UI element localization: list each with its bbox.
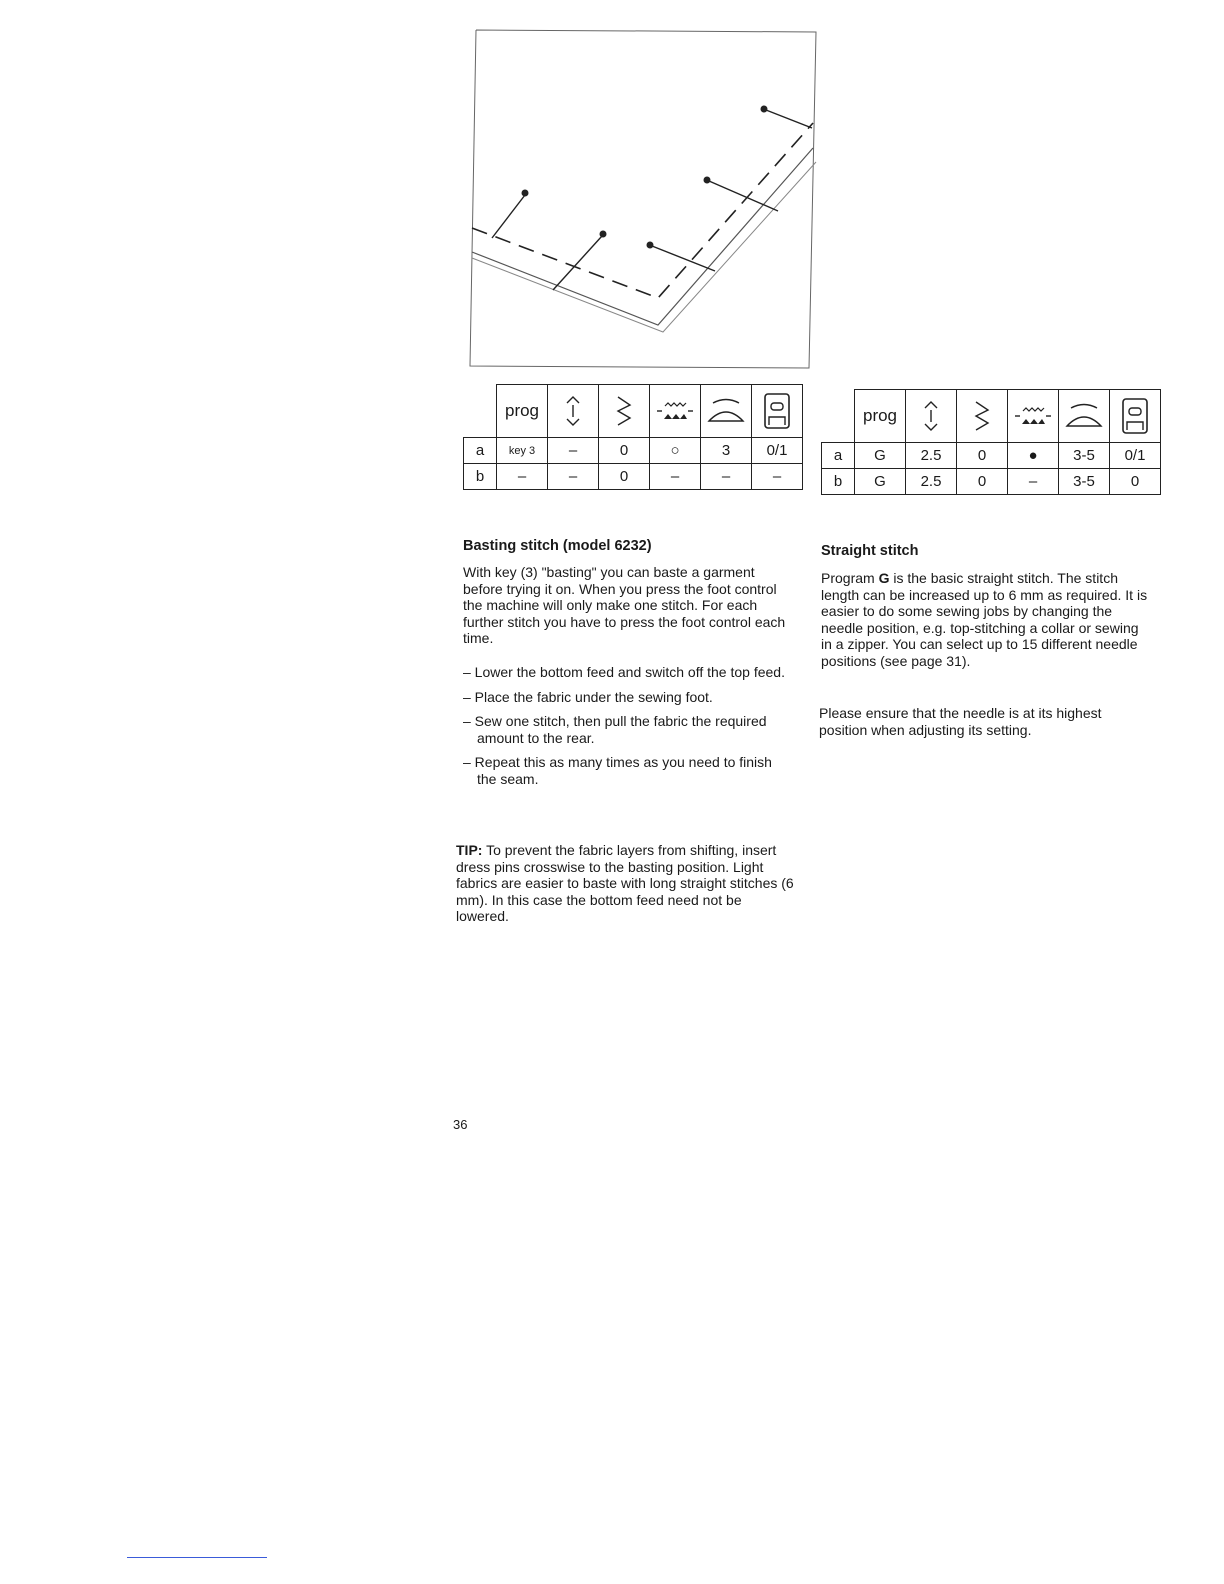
tension-cell: 3 — [701, 438, 752, 464]
prog-cell: G — [855, 469, 906, 495]
list-item: – Repeat this as many times as you need to finish the seam. — [463, 754, 772, 787]
width-cell: 0 — [957, 443, 1008, 469]
dress-pin-icon — [761, 106, 813, 129]
straight-note: Please ensure that the needle is at its highest position when adjusting its setting. — [819, 705, 1102, 738]
prog-cell: key 3 — [497, 438, 548, 464]
stitch-length-icon — [548, 385, 599, 438]
dress-pin-icon — [553, 231, 607, 291]
presser-foot-icon — [1110, 390, 1161, 443]
length-cell: – — [548, 438, 599, 464]
dress-pin-icon — [647, 242, 716, 272]
prog-cell: G — [855, 443, 906, 469]
feed-cell: – — [1008, 469, 1059, 495]
row-label: a — [822, 443, 855, 469]
page-number: 36 — [453, 1117, 468, 1132]
tension-icon — [1059, 390, 1110, 443]
foot-cell: – — [752, 464, 803, 490]
tension-cell: 3-5 — [1059, 469, 1110, 495]
length-cell: 2.5 — [906, 443, 957, 469]
length-cell: – — [548, 464, 599, 490]
stitch-width-icon — [957, 390, 1008, 443]
tip-paragraph — [456, 842, 796, 925]
straight-settings-table — [821, 389, 1161, 495]
width-cell: 0 — [599, 464, 650, 490]
feed-dog-icon — [650, 385, 701, 438]
list-item: – Sew one stitch, then pull the fabric the required amount to the rear. — [463, 713, 767, 746]
basting-intro: With key (3) "basting" you can baste a garment before trying it on. When you press the foot control the machine will only make one stitch. For each further stitch you have to press the foot control each time. — [463, 564, 786, 646]
table-row — [822, 469, 1161, 495]
basting-title: Basting stitch (model 6232) — [463, 538, 652, 554]
straight-title: Straight stitch — [821, 543, 919, 559]
tip-label: TIP: — [456, 842, 483, 858]
list-item: – Lower the bottom feed and switch off the top feed. — [463, 664, 785, 680]
width-cell: 0 — [957, 469, 1008, 495]
basting-settings-table — [463, 384, 803, 490]
tension-cell: – — [701, 464, 752, 490]
presser-foot-icon — [752, 385, 803, 438]
length-cell: 2.5 — [906, 469, 957, 495]
row-label: b — [464, 464, 497, 490]
feed-cell: – — [650, 464, 701, 490]
foot-cell: 0/1 — [752, 438, 803, 464]
row-label: a — [464, 438, 497, 464]
intro-text: Program — [821, 570, 879, 586]
feed-dog-icon — [1008, 390, 1059, 443]
table-row — [464, 438, 803, 464]
stitch-length-icon — [906, 390, 957, 443]
basting-steps — [463, 656, 793, 787]
basting-illustration — [468, 28, 818, 370]
dress-pin-icon — [704, 177, 779, 212]
program-letter: G — [878, 570, 890, 586]
foot-cell: 0 — [1110, 469, 1161, 495]
tip-text: To prevent the fabric layers from shifting, insert dress pins crosswise to the basting position. Light fabrics are easier to baste with long straight stitches (6 mm). In this case the bottom feed need not be lowered. — [456, 842, 794, 924]
list-item: – Place the fabric under the sewing foot. — [463, 688, 713, 705]
prog-cell: – — [497, 464, 548, 490]
foot-cell: 0/1 — [1110, 443, 1161, 469]
straight-intro — [821, 570, 1153, 669]
stitch-width-icon — [599, 385, 650, 438]
footer-rule — [127, 1557, 267, 1558]
tension-icon — [701, 385, 752, 438]
prog-header: prog — [855, 390, 906, 443]
table-row — [822, 443, 1161, 469]
table-row — [464, 464, 803, 490]
tension-cell: 3-5 — [1059, 443, 1110, 469]
row-label: b — [822, 469, 855, 495]
width-cell: 0 — [599, 438, 650, 464]
dress-pin-icon — [492, 190, 529, 239]
prog-header: prog — [497, 385, 548, 438]
intro-text: is the basic straight stitch. The stitch length can be increased up to 6 mm as required. It is easier to do some sewing jobs by changing the needle position, e.g. top-stitching a collar or sewing in a zipper. You can select up to 15 different needle positions (see page 31). — [821, 570, 1148, 669]
feed-cell: ○ — [650, 438, 701, 464]
feed-cell: ● — [1008, 443, 1059, 469]
